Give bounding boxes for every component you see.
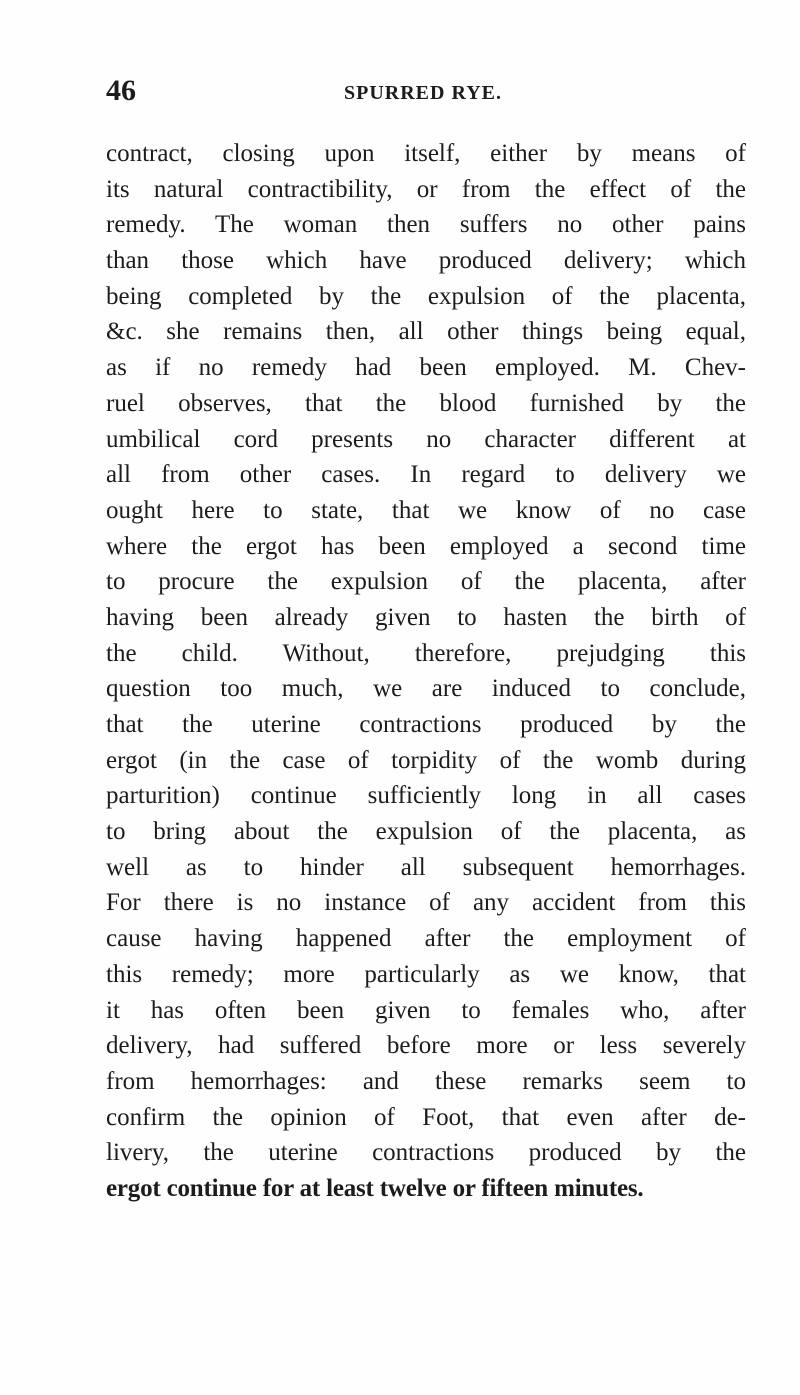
text-line: having been already given to hasten the birth of <box>106 603 746 631</box>
text-line: For there is no instance of any accident from this <box>106 889 746 917</box>
text-line: than those which have produced delivery; which <box>106 247 746 275</box>
text-line: where the ergot has been employed a second time <box>106 532 746 560</box>
text-line: the child. Without, therefore, prejudging this <box>106 639 746 667</box>
text-line: as if no remedy had been employed. M. Chev- <box>106 354 746 382</box>
text-line: livery, the uterine contractions produced by the <box>106 1139 746 1167</box>
running-title: SPURRED RYE. <box>344 82 502 104</box>
text-line: from hemorrhages: and these remarks seem to <box>106 1067 746 1095</box>
text-line: &c. she remains then, all other things being equal, <box>106 318 746 346</box>
text-line: it has often been given to females who, after <box>106 996 746 1024</box>
text-line: ergot continue for at least twelve or fifteen minutes. <box>106 1174 644 1202</box>
text-line: ruel observes, that the blood furnished by the <box>106 389 746 417</box>
text-line: its natural contractibility, or from the effect of the <box>106 175 746 203</box>
text-line: contract, closing upon itself, either by means of <box>106 140 746 167</box>
text-line: all from other cases. In regard to delivery we <box>106 461 746 489</box>
text-line: to bring about the expulsion of the placenta, as <box>106 818 746 846</box>
text-line: cause having happened after the employment of <box>106 925 746 953</box>
text-line: this remedy; more particularly as we know, that <box>106 960 746 988</box>
text-line: parturition) continue sufficiently long in all cases <box>106 782 746 810</box>
page-number: 46 <box>106 74 136 107</box>
body-text <box>106 136 746 1207</box>
text-line: delivery, had suffered before more or less severely <box>106 1032 746 1060</box>
text-line: remedy. The woman then suffers no other pains <box>106 211 746 239</box>
text-line: well as to hinder all subsequent hemorrhages. <box>106 853 746 881</box>
text-line: being completed by the expulsion of the placenta, <box>106 282 746 310</box>
text-line: ergot (in the case of torpidity of the womb during <box>106 746 746 774</box>
text-line: question too much, we are induced to conclude, <box>106 675 746 703</box>
text-line: confirm the opinion of Foot, that even after de- <box>106 1103 746 1131</box>
text-line: umbilical cord presents no character different at <box>106 425 746 453</box>
text-line: ought here to state, that we know of no case <box>106 496 746 524</box>
text-line: to procure the expulsion of the placenta, after <box>106 568 746 596</box>
page-header <box>106 74 746 114</box>
text-line: that the uterine contractions produced by the <box>106 711 746 738</box>
